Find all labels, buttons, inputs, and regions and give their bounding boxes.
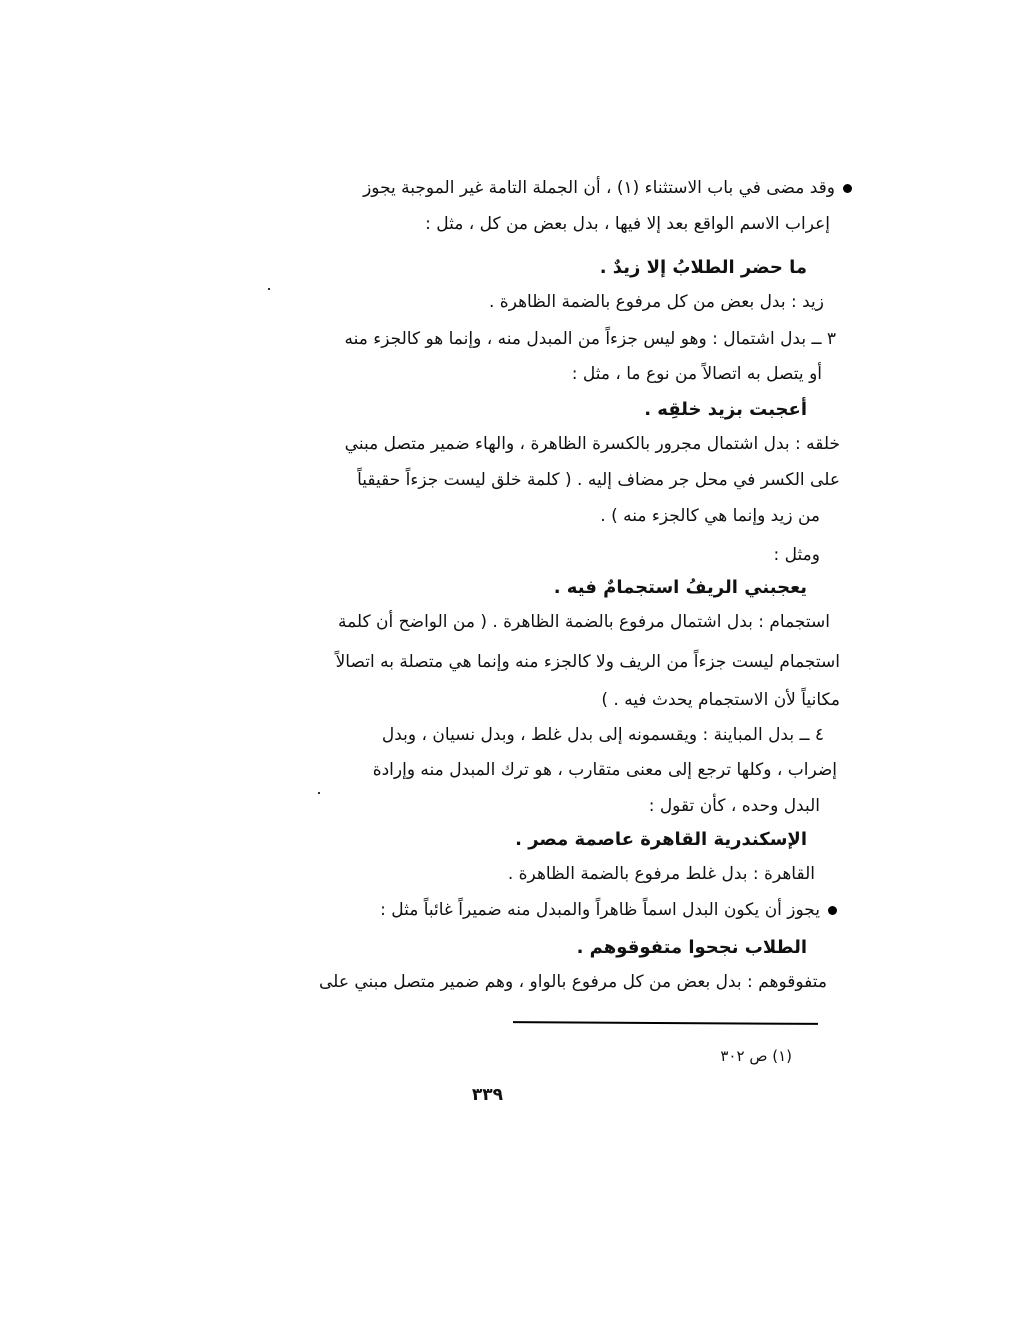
paragraph-line-13 — [338, 610, 830, 634]
paragraph-line-21 — [380, 898, 837, 922]
example-line-1 — [600, 256, 807, 280]
paragraph-line-18 — [649, 794, 820, 818]
line-text: استجمام : بدل اشتمال مرفوع بالضمة الظاهرة . ( من الواضح أن كلمة — [337, 612, 830, 632]
footnote-divider — [513, 1021, 818, 1025]
paragraph-line-9 — [357, 468, 840, 492]
footnote-text: (١) ص ٣٠٢ — [720, 1047, 792, 1065]
bullet-icon — [843, 184, 852, 193]
example-text: الإسكندرية القاهرة عاصمة مصر . — [515, 829, 807, 850]
footnote — [720, 1044, 792, 1068]
line-text: متفوقوهم : بدل بعض من كل مرفوع بالواو ، وهم ضمير متصل مبني على — [319, 972, 827, 992]
paragraph-line-11 — [774, 543, 820, 567]
page-number-text: ٣٣٩ — [471, 1085, 503, 1105]
paragraph-line-15 — [601, 688, 840, 712]
paragraph-line-1 — [363, 176, 852, 200]
example-text: يعجبني الريفُ استجمامٌ فيه . — [553, 577, 807, 598]
example-line-2 — [644, 398, 807, 422]
paragraph-line-8 — [345, 432, 840, 456]
paragraph-line-20 — [508, 862, 815, 886]
line-text: زيد : بدل بعض من كل مرفوع بالضمة الظاهرة . — [488, 292, 824, 312]
line-text: إعراب الاسم الواقع بعد إلا فيها ، بدل بعض من كل ، مثل : — [425, 214, 830, 234]
section-3-heading-line — [345, 327, 836, 351]
example-text: أعجبت بزيد خلقِه . — [644, 399, 807, 420]
line-text: ٣ ــ بدل اشتمال : وهو ليس جزءاً من المبدل منه ، وإنما هو كالجزء منه — [344, 329, 836, 349]
line-text: على الكسر في محل جر مضاف إليه . ( كلمة خلق ليست جزءاً حقيقياً — [357, 470, 840, 490]
example-text: الطلاب نجحوا متفوقوهم . — [576, 937, 807, 958]
scan-speck — [318, 792, 320, 794]
paragraph-line-10 — [600, 504, 820, 528]
line-text: ٤ ــ بدل المباينة : ويقسمونه إلى بدل غلط ، وبدل نسيان ، وبدل — [381, 725, 824, 745]
line-text: وقد مضى في باب الاستثناء (١) ، أن الجملة التامة غير الموجبة يجوز — [363, 178, 835, 198]
example-line-5 — [577, 936, 807, 960]
example-line-3 — [554, 576, 807, 600]
page-number — [472, 1083, 503, 1107]
example-text: ما حضر الطلابُ إلا زيدٌ . — [599, 257, 807, 278]
section-4-heading-line — [382, 723, 824, 747]
line-text: مكانياً لأن الاستجمام يحدث فيه . ) — [601, 690, 840, 710]
paragraph-line-14 — [336, 650, 840, 674]
line-text: إضراب ، وكلها ترجع إلى معنى متقارب ، هو ترك المبدل منه وإرادة — [372, 760, 837, 780]
paragraph-line-2 — [425, 212, 830, 236]
line-text: البدل وحده ، كأن تقول : — [648, 796, 820, 816]
scan-speck — [268, 288, 270, 290]
paragraph-line-17 — [373, 758, 837, 782]
line-text: من زيد وإنما هي كالجزء منه ) . — [600, 506, 820, 526]
line-text: أو يتصل به اتصالاً من نوع ما ، مثل : — [571, 364, 822, 384]
line-text: خلقه : بدل اشتمال مجرور بالكسرة الظاهرة ، والهاء ضمير متصل مبني — [344, 434, 840, 454]
line-text: القاهرة : بدل غلط مرفوع بالضمة الظاهرة . — [507, 864, 815, 884]
example-line-4 — [515, 828, 807, 852]
bullet-icon — [828, 906, 837, 915]
line-text: استجمام ليست جزءاً من الريف ولا كالجزء منه وإنما هي متصلة به اتصالاً — [335, 652, 840, 672]
paragraph-line-23 — [319, 970, 827, 994]
paragraph-line-6 — [572, 362, 822, 386]
paragraph-line-4 — [489, 290, 824, 314]
line-text: ومثل : — [773, 545, 820, 565]
line-text: يجوز أن يكون البدل اسماً ظاهراً والمبدل منه ضميراً غائباً مثل : — [380, 900, 820, 920]
